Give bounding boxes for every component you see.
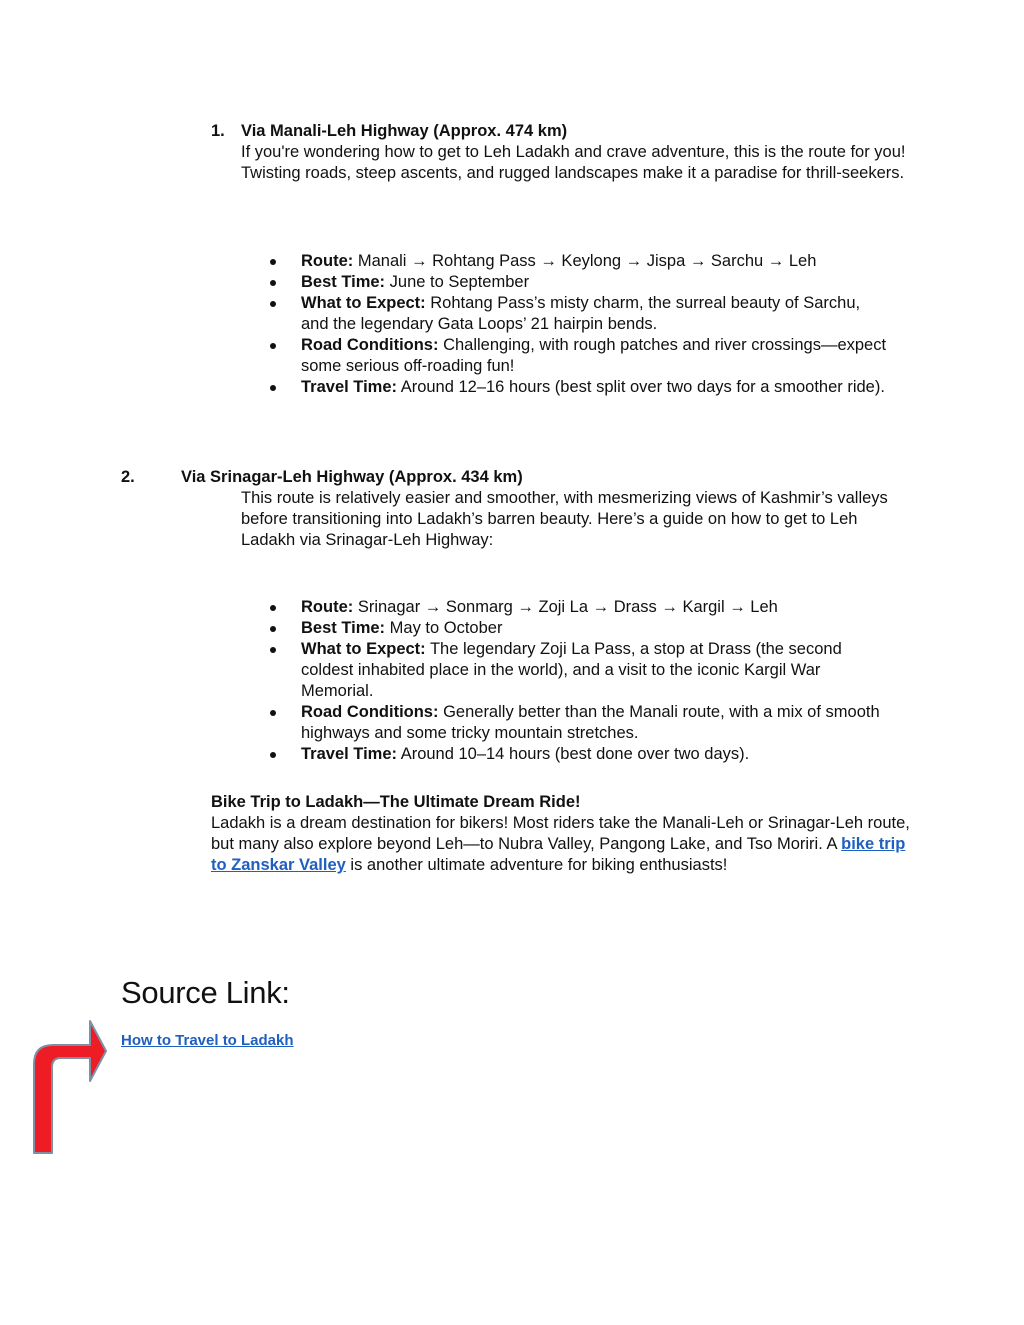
item-label: Road Conditions: (301, 703, 439, 721)
item-label: Route: (301, 598, 354, 616)
bullet-icon (270, 752, 276, 758)
item-text: Srinagar → Sonmarg → Zoji La → Drass → Kargil → Leh (357, 598, 778, 616)
item-text: Generally better than the Manali route, with a mix of smooth highways and some tricky mountain stretches. (301, 703, 880, 742)
item-label: Travel Time: (301, 745, 397, 763)
section-1-bullet-list (270, 251, 890, 398)
list-item (270, 335, 890, 377)
bullet-icon (270, 259, 276, 265)
section-2-number: 2. (121, 468, 135, 486)
list-item (270, 251, 890, 272)
red-curved-arrow-icon (28, 1018, 108, 1156)
bullet-icon (270, 647, 276, 653)
list-item (270, 618, 890, 639)
item-text: Manali → Rohtang Pass → Keylong → Jispa → Sarchu → Leh (357, 252, 817, 270)
section-1-intro: If you're wondering how to get to Leh Ladakh and crave adventure, this is the route for you! Twisting roads, steep ascents, and rugged landscapes make it a paradise for thrill-seekers. (241, 143, 906, 182)
item-label: What to Expect: (301, 294, 426, 312)
item-label: Travel Time: (301, 378, 397, 396)
list-item (270, 377, 890, 398)
list-item (270, 293, 890, 335)
bullet-icon (270, 343, 276, 349)
section-2-intro: This route is relatively easier and smoother, with mesmerizing views of Kashmir’s valleys before transitioning into Ladakh’s barren beauty. Here’s a guide on how to get to Leh Ladakh via Srinagar-Leh Highway: (241, 489, 888, 549)
item-text: June to September (389, 273, 530, 291)
item-text: Around 12–16 hours (best split over two days for a smoother ride). (400, 378, 885, 396)
section-2-bullet-list (270, 597, 890, 765)
section-1-title: Via Manali-Leh Highway (Approx. 474 km) (241, 122, 568, 140)
item-text: Challenging, with rough patches and river crossings—expect some serious off-roading fun! (301, 336, 887, 375)
section-2-title: Via Srinagar-Leh Highway (Approx. 434 km) (181, 468, 523, 486)
list-item (270, 639, 890, 702)
item-text: The legendary Zoji La Pass, a stop at Drass (the second coldest inhabited place in the world), and a visit to the iconic Kargil War Memorial. (301, 640, 842, 700)
item-label: Route: (301, 252, 354, 270)
bullet-icon (270, 301, 276, 307)
list-item (270, 597, 890, 618)
bike-trip-paragraph (211, 813, 911, 876)
bullet-icon (270, 626, 276, 632)
item-label: What to Expect: (301, 640, 426, 658)
bullet-icon (270, 385, 276, 391)
list-item (270, 702, 890, 744)
bullet-icon (270, 710, 276, 716)
item-text: Around 10–14 hours (best done over two days). (400, 745, 750, 763)
item-label: Best Time: (301, 273, 386, 291)
item-text: Rohtang Pass’s misty charm, the surreal beauty of Sarchu, and the legendary Gata Loops’ 21 hairpin bends. (301, 294, 861, 333)
bike-trip-text-after: is another ultimate adventure for biking enthusiasts! (345, 856, 728, 874)
list-item (270, 272, 890, 293)
item-label: Best Time: (301, 619, 386, 637)
bike-trip-heading: Bike Trip to Ladakh—The Ultimate Dream Ride! (211, 793, 581, 811)
item-text: May to October (389, 619, 503, 637)
list-item (270, 744, 890, 765)
bullet-icon (270, 605, 276, 611)
bike-trip-text-before: Ladakh is a dream destination for bikers! Most riders take the Manali-Leh or Srinagar-Leh route, but many also explore beyond Leh—to Nubra Valley, Pangong Lake, and Tso Moriri. A (211, 814, 910, 853)
section-1-number: 1. (211, 122, 225, 140)
bullet-icon (270, 280, 276, 286)
item-label: Road Conditions: (301, 336, 439, 354)
how-to-travel-link[interactable]: How to Travel to Ladakh (121, 1032, 294, 1049)
zanskar-bike-trip-link[interactable]: bike trip to Zanskar Valley (211, 835, 906, 874)
source-link-heading: Source Link: (121, 975, 290, 1010)
